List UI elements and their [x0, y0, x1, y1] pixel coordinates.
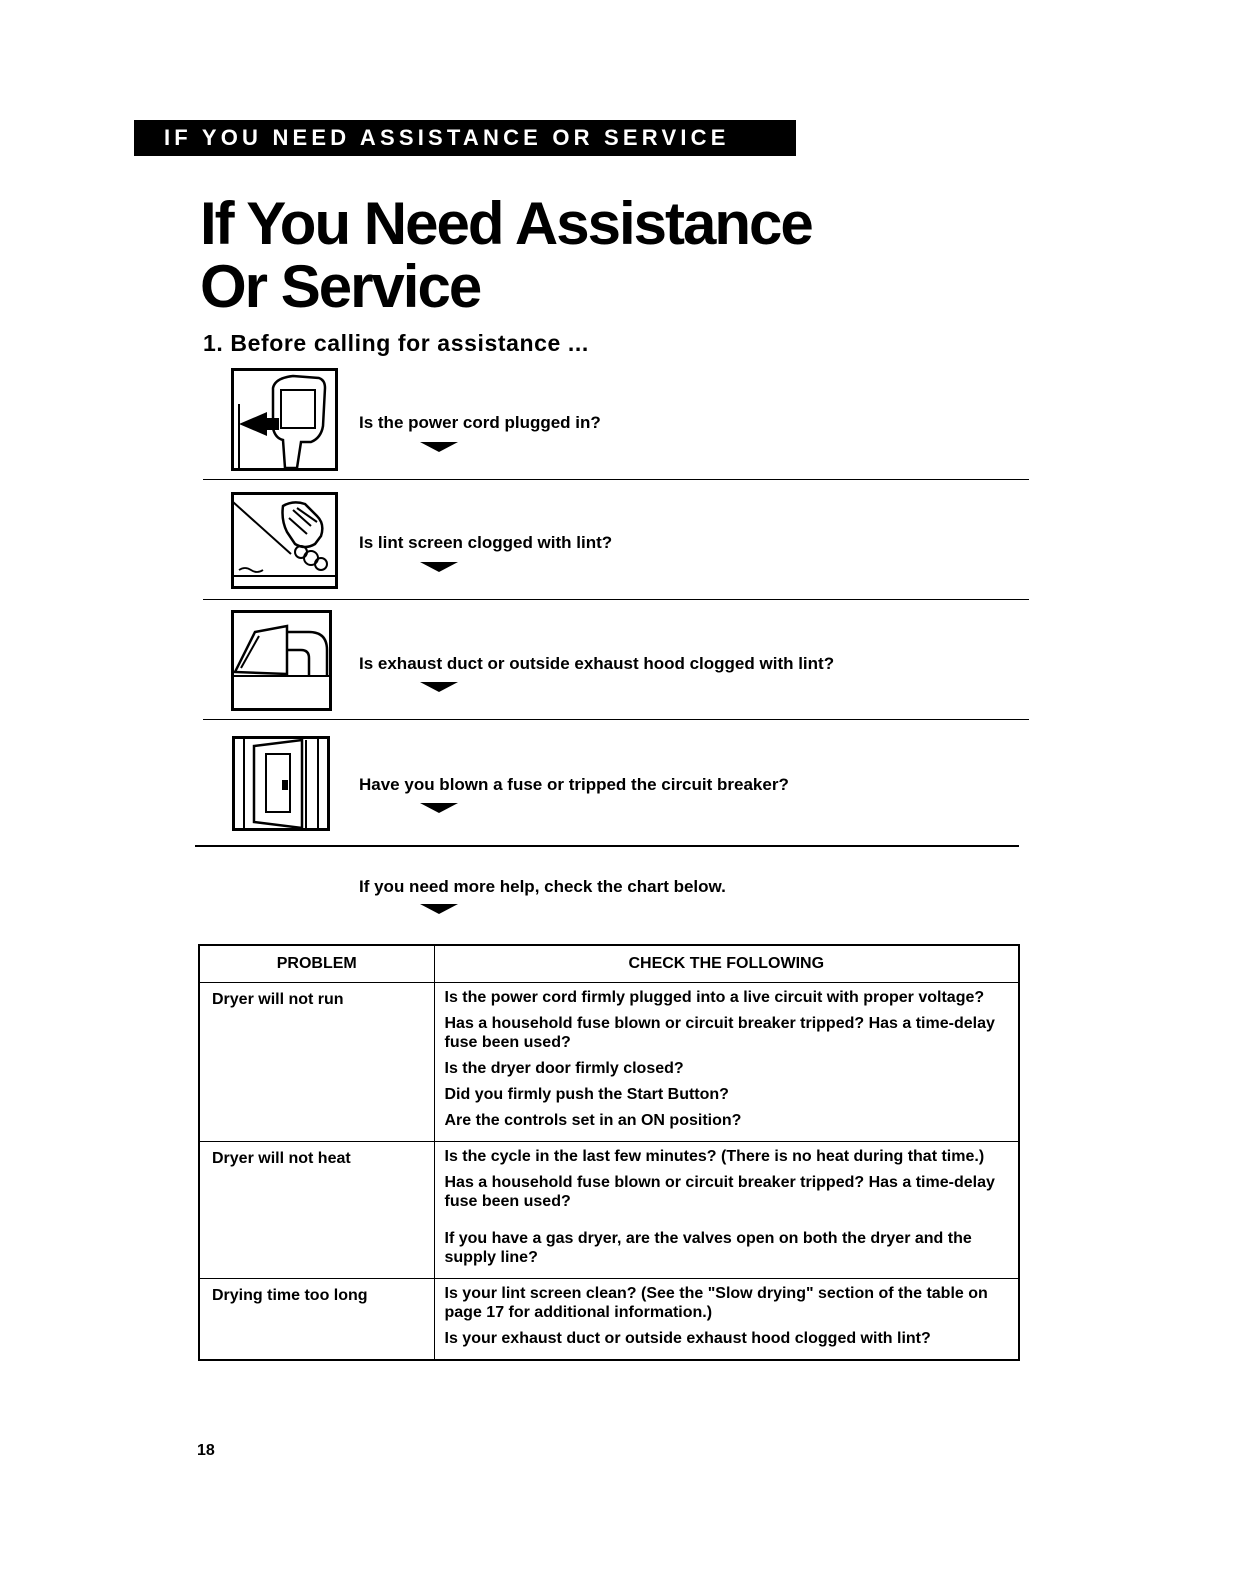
- section-banner: IF YOU NEED ASSISTANCE OR SERVICE: [134, 120, 796, 156]
- problem-cell: Drying time too long: [199, 1279, 434, 1361]
- step-question-fuse-breaker: Have you blown a fuse or tripped the circuit breaker?: [359, 775, 789, 794]
- down-arrow-icon: [420, 682, 458, 692]
- down-arrow-icon: [420, 562, 458, 572]
- checks-cell: [434, 1142, 1019, 1279]
- column-header-check: CHECK THE FOLLOWING: [434, 945, 1019, 983]
- check-item: Is the dryer door firmly closed?: [444, 1060, 684, 1077]
- page-title: [200, 192, 812, 318]
- table-row: [199, 1279, 1019, 1361]
- problem-cell: Dryer will not heat: [199, 1142, 434, 1279]
- step-question-exhaust-duct: Is exhaust duct or outside exhaust hood clogged with lint?: [359, 654, 835, 673]
- check-item: Is the power cord firmly plugged into a live circuit with proper voltage?: [444, 989, 985, 1006]
- check-item: Is the cycle in the last few minutes? (There is no heat during that time.): [444, 1148, 985, 1165]
- section-heading: 1. Before calling for assistance ...: [203, 330, 589, 356]
- divider: [203, 719, 1029, 720]
- table-row: [199, 983, 1019, 1142]
- step-question-lint-screen: Is lint screen clogged with lint?: [359, 533, 613, 552]
- page-number: 18: [197, 1442, 215, 1459]
- step-question-power-cord: Is the power cord plugged in?: [359, 413, 601, 432]
- checks-cell: [434, 1279, 1019, 1361]
- check-item: Is your lint screen clean? (See the "Slow drying" section of the table on page 17 for additional information.): [444, 1285, 988, 1321]
- check-item: If you have a gas dryer, are the valves open on both the dryer and the supply line?: [444, 1230, 972, 1266]
- divider: [203, 599, 1029, 600]
- problem-cell: Dryer will not run: [199, 983, 434, 1142]
- lint-screen-icon: [231, 492, 338, 589]
- troubleshooting-table: [198, 944, 1020, 1361]
- check-item: Did you firmly push the Start Button?: [444, 1086, 729, 1103]
- exhaust-hood-icon: [231, 610, 333, 711]
- divider: [195, 845, 1019, 847]
- check-item: Has a household fuse blown or circuit breaker tripped? Has a time-delay fuse been used?: [444, 1015, 995, 1051]
- check-item: Has a household fuse blown or circuit breaker tripped? Has a time-delay fuse been used?: [444, 1174, 995, 1210]
- fuse-box-icon: [232, 736, 330, 831]
- down-arrow-icon: [420, 803, 458, 813]
- page-title-line-1: If You Need Assistance: [200, 190, 812, 257]
- column-header-problem: PROBLEM: [199, 945, 434, 983]
- divider: [203, 479, 1029, 480]
- checks-cell: [434, 983, 1019, 1142]
- table-header-row: [199, 945, 1019, 983]
- check-item: Is your exhaust duct or outside exhaust hood clogged with lint?: [444, 1330, 931, 1347]
- check-item: Are the controls set in an ON position?: [444, 1112, 742, 1129]
- help-text: If you need more help, check the chart below.: [359, 877, 726, 896]
- down-arrow-icon: [420, 442, 458, 452]
- table-row: [199, 1142, 1019, 1279]
- page-title-line-2: Or Service: [200, 253, 481, 320]
- down-arrow-icon: [420, 904, 458, 914]
- plug-icon: [231, 368, 338, 471]
